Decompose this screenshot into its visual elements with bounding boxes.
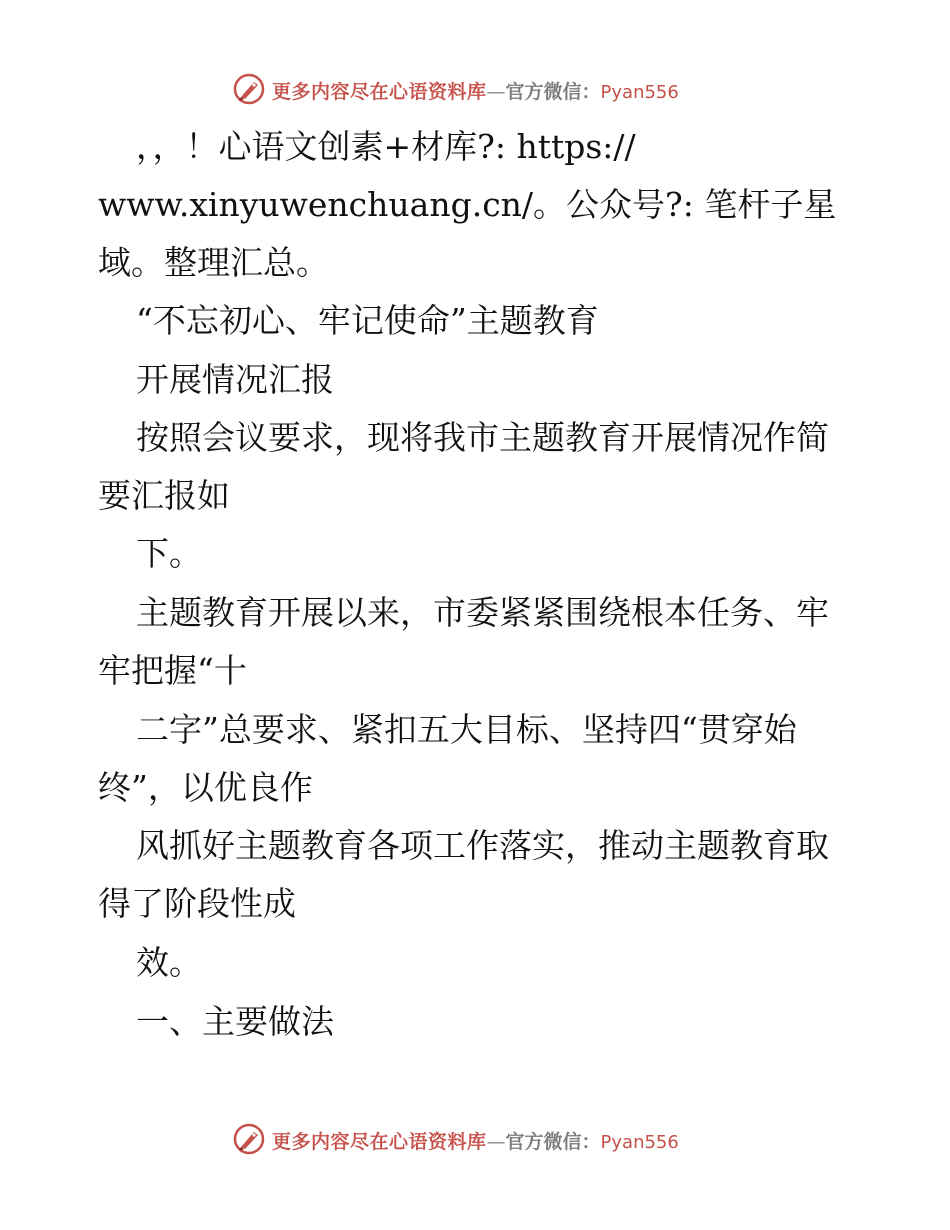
text-line: 要汇报如 [98, 476, 230, 515]
text-line: 二字”总要求、紧扣五大目标、坚持四“贯穿始 [136, 710, 797, 749]
pen-logo-icon [232, 72, 266, 106]
text-line: 得了阶段性成 [98, 884, 296, 923]
banner-wechat-id: Pyan556 [600, 1132, 679, 1153]
text-line: 主题教育开展以来，市委紧紧围绕根本任务、牢 [136, 593, 829, 632]
document-title: “不忘初心、牢记使命”主题教育 [136, 301, 599, 340]
header-banner [0, 70, 950, 110]
banner-separator: — [486, 81, 506, 103]
section-heading: 一、主要做法 [136, 1002, 334, 1041]
text-line: www.xinyuwenchuang.cn/。公众号?: 笔杆子星 [98, 185, 837, 224]
banner-text [272, 77, 679, 104]
banner-wechat-label: 官方微信： [505, 81, 601, 103]
banner-wechat-id: Pyan556 [600, 82, 679, 103]
text-line: 终”，以优良作 [98, 768, 313, 807]
text-line: 风抓好主题教育各项工作落实，推动主题教育取 [136, 826, 829, 865]
text-line: 域。整理汇总。 [98, 243, 329, 282]
banner-text [272, 1127, 679, 1154]
pen-logo-icon [232, 1122, 266, 1156]
banner-separator: — [486, 1131, 506, 1153]
footer-banner [0, 1120, 950, 1160]
text-line: 牢把握“十 [98, 651, 247, 690]
banner-main-text: 更多内容尽在心语资料库 [272, 1131, 487, 1153]
text-line: 效。 [136, 943, 202, 982]
text-line: 下。 [136, 534, 202, 573]
text-line: ，，！心语文创素+材库?: https:// [136, 127, 636, 166]
banner-main-text: 更多内容尽在心语资料库 [272, 81, 487, 103]
document-subtitle: 开展情况汇报 [136, 360, 334, 399]
text-line: 按照会议要求，现将我市主题教育开展情况作简 [136, 418, 829, 457]
banner-wechat-label: 官方微信： [505, 1131, 601, 1153]
